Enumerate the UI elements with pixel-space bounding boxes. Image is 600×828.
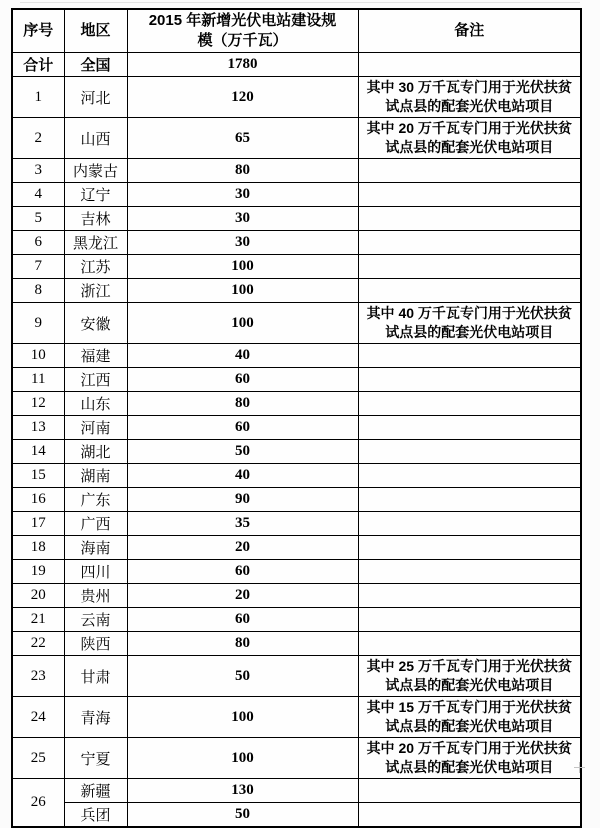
value-cell: 30 (127, 231, 358, 255)
table-row (12, 608, 581, 632)
note-cell: 其中 40 万千瓦专门用于光伏扶贫试点县的配套光伏电站项目 (358, 303, 581, 344)
table-row (12, 279, 581, 303)
value-cell: 60 (127, 608, 358, 632)
serial-cell: 13 (12, 416, 64, 440)
serial-cell: 4 (12, 183, 64, 207)
note-cell: 其中 30 万千瓦专门用于光伏扶贫试点县的配套光伏电站项目 (358, 77, 581, 118)
serial-cell: 12 (12, 392, 64, 416)
page-top-rule (20, 2, 580, 3)
note-cell (358, 279, 581, 303)
note-cell (358, 183, 581, 207)
col-header-serial: 序号 (12, 9, 64, 53)
note-cell (358, 536, 581, 560)
table-row (12, 303, 581, 344)
note-cell: 其中 20 万千瓦专门用于光伏扶贫试点县的配套光伏电站项目 (358, 118, 581, 159)
note-cell: 其中 25 万千瓦专门用于光伏扶贫试点县的配套光伏电站项目 (358, 656, 581, 697)
note-cell (358, 584, 581, 608)
region-cell: 四川 (64, 560, 127, 584)
serial-cell: 6 (12, 231, 64, 255)
note-cell (358, 392, 581, 416)
value-cell: 50 (127, 440, 358, 464)
note-cell (358, 779, 581, 803)
note-cell (358, 255, 581, 279)
value-cell: 100 (127, 697, 358, 738)
region-cell: 山西 (64, 118, 127, 159)
table-row (12, 440, 581, 464)
header-row (12, 9, 581, 53)
table-row (12, 803, 581, 828)
note-cell (358, 207, 581, 231)
col-header-region: 地区 (64, 9, 127, 53)
table-row (12, 368, 581, 392)
region-cell: 云南 (64, 608, 127, 632)
table-row (12, 536, 581, 560)
serial-cell: 1 (12, 77, 64, 118)
serial-cell: 7 (12, 255, 64, 279)
region-cell: 广东 (64, 488, 127, 512)
table-body (12, 53, 581, 828)
serial-cell: 10 (12, 344, 64, 368)
value-cell: 30 (127, 183, 358, 207)
serial-cell: 14 (12, 440, 64, 464)
value-cell: 35 (127, 512, 358, 536)
note-cell (358, 803, 581, 828)
region-cell: 山东 (64, 392, 127, 416)
serial-cell: 17 (12, 512, 64, 536)
note-cell (358, 368, 581, 392)
region-cell: 浙江 (64, 279, 127, 303)
value-cell: 100 (127, 279, 358, 303)
col-header-note: 备注 (358, 9, 581, 53)
serial-cell: 3 (12, 159, 64, 183)
serial-cell: 23 (12, 656, 64, 697)
region-cell: 全国 (64, 53, 127, 77)
region-cell: 青海 (64, 697, 127, 738)
region-cell: 新疆 (64, 779, 127, 803)
value-cell: 50 (127, 803, 358, 828)
value-cell: 50 (127, 656, 358, 697)
serial-cell: 22 (12, 632, 64, 656)
table-row (12, 488, 581, 512)
table-row (12, 77, 581, 118)
table-row (12, 159, 581, 183)
region-cell: 吉林 (64, 207, 127, 231)
value-cell: 60 (127, 368, 358, 392)
value-cell: 1780 (127, 53, 358, 77)
note-cell: 其中 20 万千瓦专门用于光伏扶贫试点县的配套光伏电站项目 (358, 738, 581, 779)
serial-cell: 8 (12, 279, 64, 303)
value-cell: 80 (127, 392, 358, 416)
summary-row (12, 53, 581, 77)
serial-cell: 2 (12, 118, 64, 159)
table-row (12, 464, 581, 488)
value-cell: 100 (127, 738, 358, 779)
region-cell: 湖北 (64, 440, 127, 464)
table-row (12, 656, 581, 697)
table-row (12, 779, 581, 803)
value-cell: 60 (127, 416, 358, 440)
table-row (12, 632, 581, 656)
value-cell: 65 (127, 118, 358, 159)
table-row (12, 560, 581, 584)
value-cell: 30 (127, 207, 358, 231)
note-cell (358, 608, 581, 632)
serial-cell: 9 (12, 303, 64, 344)
table-row (12, 392, 581, 416)
table-resize-handle (574, 762, 585, 773)
serial-cell: 21 (12, 608, 64, 632)
serial-cell: 15 (12, 464, 64, 488)
value-cell: 80 (127, 632, 358, 656)
note-cell (358, 440, 581, 464)
region-cell: 海南 (64, 536, 127, 560)
note-cell: 其中 15 万千瓦专门用于光伏扶贫试点县的配套光伏电站项目 (358, 697, 581, 738)
value-cell: 60 (127, 560, 358, 584)
value-cell: 100 (127, 255, 358, 279)
serial-cell: 16 (12, 488, 64, 512)
allocation-table (11, 8, 582, 828)
region-cell: 河南 (64, 416, 127, 440)
note-cell (358, 344, 581, 368)
serial-cell: 11 (12, 368, 64, 392)
table-row (12, 344, 581, 368)
table-row (12, 512, 581, 536)
serial-cell: 20 (12, 584, 64, 608)
note-cell (358, 53, 581, 77)
note-cell (358, 560, 581, 584)
table-row (12, 738, 581, 779)
serial-cell: 合计 (12, 53, 64, 77)
note-cell (358, 231, 581, 255)
value-cell: 120 (127, 77, 358, 118)
region-cell: 甘肃 (64, 656, 127, 697)
region-cell: 福建 (64, 344, 127, 368)
value-cell: 40 (127, 344, 358, 368)
note-cell (358, 416, 581, 440)
serial-cell: 25 (12, 738, 64, 779)
col-header-scale: 2015 年新增光伏电站建设规模（万千瓦） (127, 9, 358, 53)
table-row (12, 255, 581, 279)
table-row (12, 118, 581, 159)
note-cell (358, 512, 581, 536)
table-row (12, 207, 581, 231)
region-cell: 江苏 (64, 255, 127, 279)
region-cell: 宁夏 (64, 738, 127, 779)
note-cell (358, 464, 581, 488)
value-cell: 20 (127, 536, 358, 560)
region-cell: 兵团 (64, 803, 127, 828)
serial-cell: 5 (12, 207, 64, 231)
note-cell (358, 632, 581, 656)
serial-cell: 19 (12, 560, 64, 584)
table-row (12, 697, 581, 738)
value-cell: 90 (127, 488, 358, 512)
note-cell (358, 488, 581, 512)
value-cell: 40 (127, 464, 358, 488)
region-cell: 贵州 (64, 584, 127, 608)
table-row (12, 231, 581, 255)
region-cell: 黑龙江 (64, 231, 127, 255)
note-cell (358, 159, 581, 183)
value-cell: 130 (127, 779, 358, 803)
region-cell: 河北 (64, 77, 127, 118)
table-row (12, 183, 581, 207)
region-cell: 陕西 (64, 632, 127, 656)
region-cell: 安徽 (64, 303, 127, 344)
value-cell: 20 (127, 584, 358, 608)
serial-cell: 24 (12, 697, 64, 738)
region-cell: 辽宁 (64, 183, 127, 207)
region-cell: 湖南 (64, 464, 127, 488)
serial-cell: 18 (12, 536, 64, 560)
value-cell: 100 (127, 303, 358, 344)
value-cell: 80 (127, 159, 358, 183)
region-cell: 广西 (64, 512, 127, 536)
table-row (12, 584, 581, 608)
region-cell: 江西 (64, 368, 127, 392)
serial-cell: 26 (12, 779, 64, 828)
table-row (12, 416, 581, 440)
region-cell: 内蒙古 (64, 159, 127, 183)
